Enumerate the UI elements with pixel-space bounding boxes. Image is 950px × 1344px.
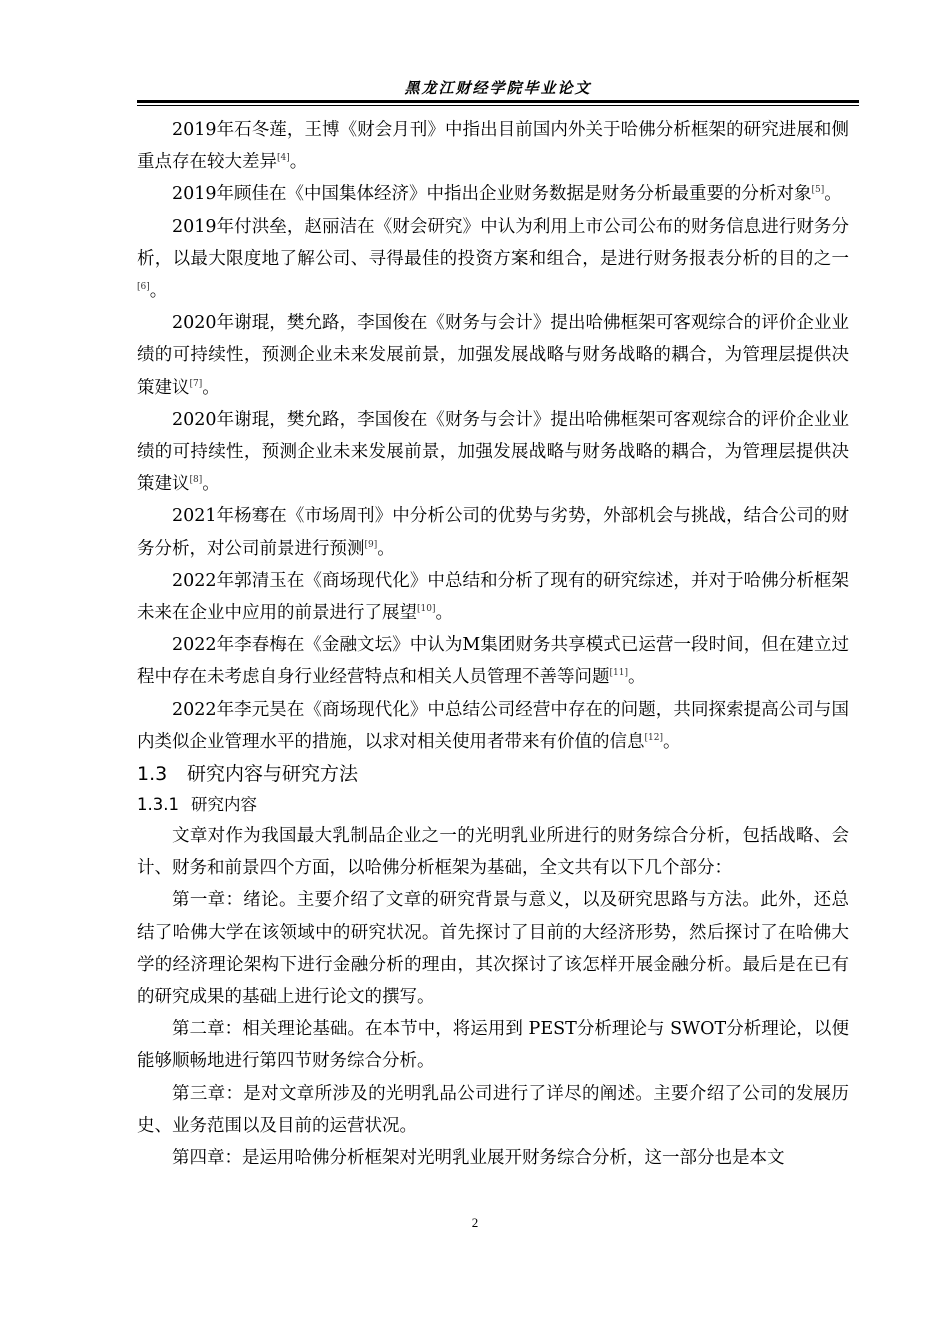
review-paragraph-9: 2022年李元昊在《商场现代化》中总结公司经营中存在的问题，共同探索提高公司与国内类似企业管理水平的措施，以求对相关使用者带来有价值的信息[12]。 bbox=[137, 699, 849, 752]
subsection-title: 研究内容 bbox=[191, 795, 257, 815]
citation-ref: [6] bbox=[137, 282, 150, 293]
citation-ref: [8] bbox=[189, 475, 203, 486]
content-paragraph-3: 第二章：相关理论基础。在本节中，将运用到 PEST分析理论与 SWOT分析理论，以便能够顺畅地进行第四节财务综合分析。 bbox=[137, 1019, 849, 1072]
content-paragraph-2: 第一章：绪论。主要介绍了文章的研究背景与意义，以及研究思路与方法。此外，还总结了哈佛大学在该领域中的研究状况。首先探讨了目前的大经济形势，然后探讨了在哈佛大学的经济理论架构下进行金融分析的理由，其次探讨了该怎样开展金融分析。最后是在已有的研究成果的基础上进行论文的撰写。 bbox=[137, 890, 849, 1008]
content-paragraph-5: 第四章：是运用哈佛分析框架对光明乳业展开财务综合分析，这一部分也是本文 bbox=[172, 1148, 785, 1169]
review-paragraph-5: 2020年谢琨，樊允路，李国俊在《财务与会计》提出哈佛框架可客观综合的评价企业业绩的可持续性，预测企业未来发展前景，加强发展战略与财务战略的耦合，为管理层提供决策建议[8]。 bbox=[137, 409, 849, 495]
header-title: 黑龙江财经学院毕业论文 bbox=[404, 79, 592, 97]
review-paragraph-7: 2022年郭清玉在《商场现代化》中总结和分析了现有的研究综述，并对于哈佛分析框架未来在企业中应用的前景进行了展望[10]。 bbox=[137, 570, 849, 624]
review-paragraph-6: 2021年杨骞在《市场周刊》中分析公司的优势与劣势，外部机会与挑战，结合公司的财务分析，对公司前景进行预测[9]。 bbox=[137, 506, 849, 559]
citation-ref: [12] bbox=[644, 732, 663, 743]
subsection-heading bbox=[137, 790, 849, 820]
citation-ref: [4] bbox=[277, 153, 290, 164]
citation-ref: [7] bbox=[189, 378, 203, 389]
citation-ref: [10] bbox=[417, 604, 436, 615]
section-number: 1.3 bbox=[137, 763, 168, 786]
section-title: 研究内容与研究方法 bbox=[187, 763, 359, 786]
header-rule-thick bbox=[137, 100, 859, 103]
header-rule-thin bbox=[137, 105, 859, 106]
research-content bbox=[137, 820, 849, 1174]
content-paragraph-4: 第三章：是对文章所涉及的光明乳品公司进行了详尽的阐述。主要介绍了公司的发展历史、业务范围以及目前的运营状况。 bbox=[137, 1083, 849, 1136]
review-paragraph-3: 2019年付洪垒，赵丽洁在《财会研究》中认为利用上市公司公布的财务信息进行财务分析，以最大限度地了解公司、寻得最佳的投资方案和组合，是进行财务报表分析的目的之一[6]。 bbox=[137, 216, 849, 302]
page-number: 2 bbox=[471, 1215, 479, 1230]
literature-review bbox=[137, 114, 849, 758]
citation-ref: [5] bbox=[811, 185, 825, 196]
content-paragraph-1: 文章对作为我国最大乳制品企业之一的光明乳业所进行的财务综合分析，包括战略、会计、财务和前景四个方面，以哈佛分析框架为基础，全文共有以下几个部分： bbox=[137, 826, 849, 879]
subsection-number: 1.3.1 bbox=[137, 795, 179, 815]
review-paragraph-1: 2019年石冬莲，王博《财会月刊》中指出目前国内外关于哈佛分析框架的研究进展和侧重点存在较大差异[4]。 bbox=[137, 120, 849, 173]
section-heading bbox=[137, 758, 849, 790]
review-paragraph-4: 2020年谢琨，樊允路，李国俊在《财务与会计》提出哈佛框架可客观综合的评价企业业绩的可持续性，预测企业未来发展前景，加强发展战略与财务战略的耦合，为管理层提供决策建议[7]。 bbox=[137, 313, 849, 398]
review-paragraph-8: 2022年李春梅在《金融文坛》中认为M集团财务共享模式已运营一段时间，但在建立过程中存在未考虑自身行业经营特点和相关人员管理不善等问题[11]。 bbox=[137, 635, 849, 688]
citation-ref: [9] bbox=[364, 539, 378, 550]
review-paragraph-2: 2019年顾佳在《中国集体经济》中指出企业财务数据是财务分析最重要的分析对象[5]。 bbox=[172, 184, 842, 205]
page-header bbox=[137, 78, 859, 104]
citation-ref: [11] bbox=[609, 668, 628, 679]
page-body bbox=[137, 114, 849, 1174]
